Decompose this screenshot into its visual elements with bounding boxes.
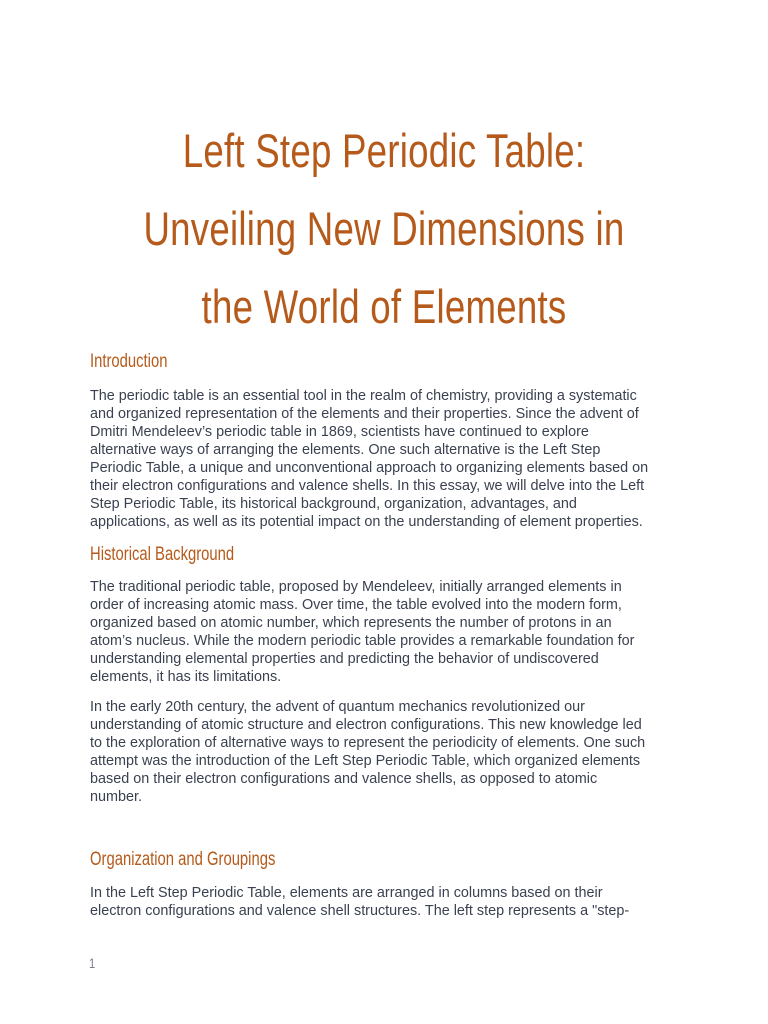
text-line: to the exploration of alternative ways to represent the periodicity of elements. One such xyxy=(90,735,646,751)
paragraph-introduction xyxy=(90,387,690,531)
document-title xyxy=(131,112,636,346)
text-line: applications, as well as its potential impact on the understanding of element properties. xyxy=(90,514,643,530)
text-line: understanding elemental properties and predicting the behavior of undiscovered xyxy=(90,651,599,667)
text-line: Step Periodic Table, its historical background, organization, advantages, and xyxy=(90,496,577,512)
section-heading-introduction: Introduction xyxy=(90,351,168,372)
text-line: based on their electron configurations and valence shells, as opposed to atomic xyxy=(90,771,598,787)
paragraph-historical-1 xyxy=(90,578,690,686)
title-line: Left Step Periodic Table: xyxy=(182,124,586,177)
text-line: Dmitri Mendeleev’s periodic table in 1869, scientists have continued to explore xyxy=(90,424,589,440)
text-line: and organized representation of the elements and their properties. Since the advent of xyxy=(90,406,639,422)
text-line: elements, it has its limitations. xyxy=(90,669,282,685)
paragraph-historical-2 xyxy=(90,698,690,806)
text-line: The periodic table is an essential tool in the realm of chemistry, providing a systematic xyxy=(90,388,637,404)
text-line: understanding of atomic structure and electron configurations. This new knowledge led xyxy=(90,717,642,733)
text-line: Periodic Table, a unique and unconventional approach to organizing elements based on xyxy=(90,460,649,476)
text-line: The traditional periodic table, proposed by Mendeleev, initially arranged elements in xyxy=(90,579,622,595)
section-heading-organization: Organization and Groupings xyxy=(90,849,276,870)
text-line: organized based on atomic number, which represents the number of protons in an xyxy=(90,615,612,631)
text-line: number. xyxy=(90,789,142,805)
title-line: Unveiling New Dimensions in xyxy=(143,202,625,255)
text-line: atom’s nucleus. While the modern periodic table provides a remarkable foundation for xyxy=(90,633,635,649)
text-line: In the Left Step Periodic Table, elements are arranged in columns based on their xyxy=(90,885,603,901)
page-number: 1 xyxy=(89,955,96,971)
title-line: the World of Elements xyxy=(201,280,567,333)
text-line: In the early 20th century, the advent of quantum mechanics revolutionized our xyxy=(90,699,585,715)
text-line: their electron configurations and valence shells. In this essay, we will delve into the Left xyxy=(90,478,645,494)
paragraph-organization xyxy=(90,884,690,920)
section-heading-historical-background: Historical Background xyxy=(90,544,235,565)
text-line: alternative ways of arranging the elements. One such alternative is the Left Step xyxy=(90,442,601,458)
text-line: order of increasing atomic mass. Over time, the table evolved into the modern form, xyxy=(90,597,622,613)
text-line: attempt was the introduction of the Left Step Periodic Table, which organized elements xyxy=(90,753,641,769)
text-line: electron configurations and valence shell structures. The left step represents a "step- xyxy=(90,903,630,919)
